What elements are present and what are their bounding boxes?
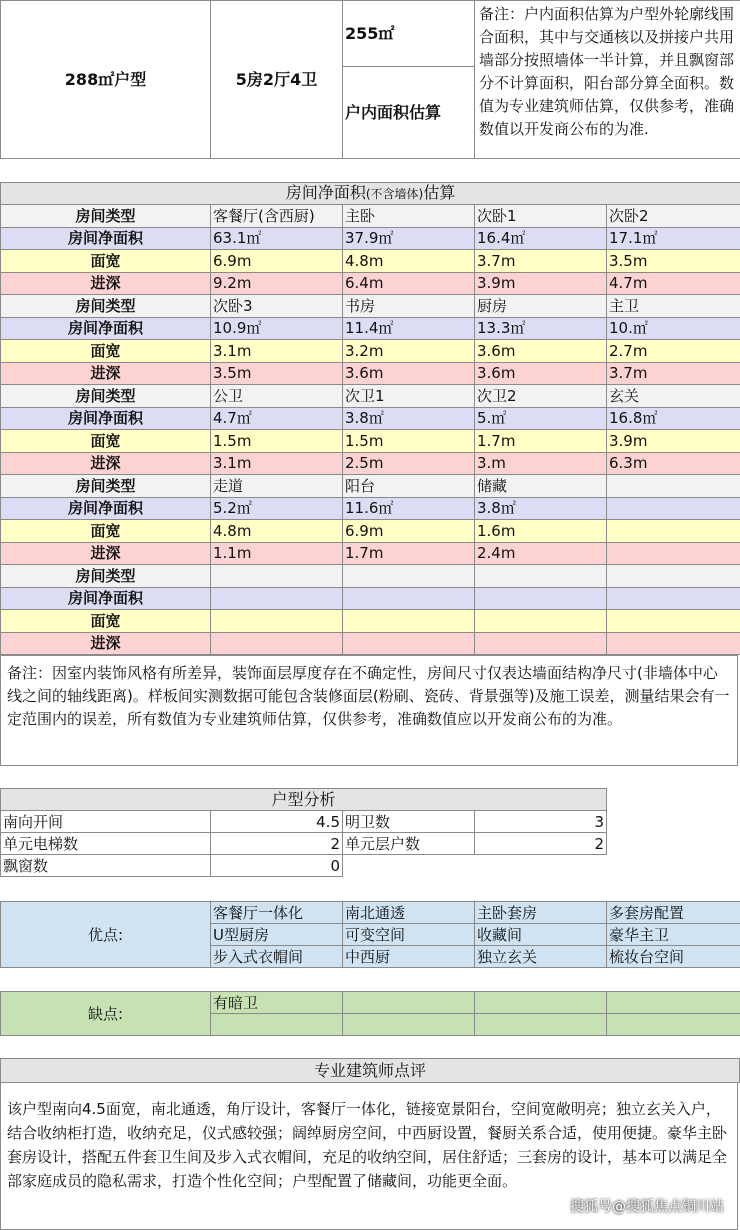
- room-cell-types: 书房: [343, 295, 475, 318]
- room-cell-areas: [343, 587, 475, 610]
- advantages-tag: 豪华主卫: [607, 924, 740, 946]
- row-label: 房间类型: [1, 565, 211, 588]
- room-cell-areas: 4.7㎡: [211, 407, 343, 430]
- advantages-tag: 南北通透: [343, 902, 475, 924]
- room-cell-areas: 17.1㎡: [607, 227, 740, 250]
- units-per-floor-value: 2: [475, 833, 607, 855]
- room-row-widths: [1, 520, 740, 543]
- room-cell-depths: 6.4m: [343, 272, 475, 295]
- south-bays-label: 南向开间: [1, 811, 211, 833]
- room-table-note: 备注：因室内装饰风格有所差异，装饰面层厚度存在不确定性，房间尺寸仅表达墙面结构净尺寸(非墙体中心线之间的轴线距离)。样板间实测数据可能包含装修面层(粉刷、瓷砖、背景强等)及施工误差，测量结果会有一定范围内的误差，所有数值为专业建筑师估算，仅供参考，准确数值应以开发商公布的为准。: [0, 655, 738, 766]
- room-cell-depths: 3.7m: [607, 362, 740, 385]
- elevator-value: 2: [211, 833, 343, 855]
- elevator-label: 单元电梯数: [1, 833, 211, 855]
- room-cell-types: [211, 565, 343, 588]
- room-cell-areas: 11.4㎡: [343, 317, 475, 340]
- room-row-types: [1, 475, 740, 498]
- units-per-floor-label: 单元层户数: [343, 833, 475, 855]
- room-cell-types: [607, 475, 740, 498]
- room-row-widths: [1, 610, 740, 633]
- room-cell-types: 次卫2: [475, 385, 607, 408]
- row-label: 房间净面积: [1, 497, 211, 520]
- room-cell-depths: 2.4m: [475, 542, 607, 565]
- row-label: 房间净面积: [1, 407, 211, 430]
- row-label: 面宽: [1, 430, 211, 453]
- analysis-title: 户型分析: [1, 789, 607, 811]
- disadvantages-tag: [343, 1014, 475, 1036]
- room-row-types: [1, 565, 740, 588]
- row-label: 房间类型: [1, 475, 211, 498]
- room-row-types: [1, 295, 740, 318]
- area-note: 备注：户内面积估算为户型外轮廓线围合面积，其中与交通核以及拼接户共用墙部分按照墙体一半计算，并且飘窗部分不计算面积，阳台部分算全面积。数值为专业建筑师估算，仅供参考，准确数值以开发商公布的为准.: [475, 1, 740, 159]
- room-row-widths: [1, 340, 740, 363]
- disadvantages-table: [0, 991, 740, 1036]
- advantages-tag: 主卧套房: [475, 902, 607, 924]
- row-label: 房间净面积: [1, 317, 211, 340]
- room-cell-areas: 10.㎡: [607, 317, 740, 340]
- room-row-depths: [1, 542, 740, 565]
- room-cell-areas: 11.6㎡: [343, 497, 475, 520]
- room-cell-widths: 3.6m: [475, 340, 607, 363]
- room-row-depths: [1, 272, 740, 295]
- room-cell-areas: 3.8㎡: [475, 497, 607, 520]
- advantages-tag: 可变空间: [343, 924, 475, 946]
- advantages-tag: 多套房配置: [607, 902, 740, 924]
- row-label: 房间类型: [1, 295, 211, 318]
- room-cell-areas: 13.3㎡: [475, 317, 607, 340]
- row-label: 面宽: [1, 610, 211, 633]
- advantages-tag: 中西厨: [343, 946, 475, 968]
- room-cell-widths: 3.1m: [211, 340, 343, 363]
- bright-bath-label: 明卫数: [343, 811, 475, 833]
- room-cell-areas: 16.8㎡: [607, 407, 740, 430]
- area-value: 255㎡: [343, 1, 475, 67]
- room-cell-types: [343, 565, 475, 588]
- room-row-areas: [1, 317, 740, 340]
- room-cell-types: 次卫1: [343, 385, 475, 408]
- room-cell-widths: 4.8m: [343, 250, 475, 273]
- room-cell-depths: 3.1m: [211, 452, 343, 475]
- bright-bath-value: 3: [475, 811, 607, 833]
- room-cell-depths: [343, 632, 475, 655]
- room-cell-types: 主卧: [343, 205, 475, 228]
- room-cell-types: [475, 565, 607, 588]
- room-cell-depths: 1.7m: [343, 542, 475, 565]
- room-cell-types: 厨房: [475, 295, 607, 318]
- disadvantages-tag: [607, 1014, 740, 1036]
- room-row-widths: [1, 430, 740, 453]
- room-cell-widths: [211, 610, 343, 633]
- review-text: 该户型南向4.5面宽，南北通透，角厅设计，客餐厅一体化，链接宽景阳台，空间宽敞明亮；独立玄关入户，结合收纳柜打造，收纳充足，仪式感较强；阔绰厨房空间，中西厨设置，餐厨关系合适，使用便捷。豪华主卧套房设计，搭配五件套卫生间及步入式衣帽间，充足的收纳空间，居住舒适；三套房的设计，基本可以满足全部家庭成员的隐私需求，打造个性化空间；户型配置了储藏间，功能更全面。: [0, 1082, 738, 1230]
- disadvantages-tag: [211, 1014, 343, 1036]
- room-cell-types: 走道: [211, 475, 343, 498]
- disadvantages-tag: [607, 992, 740, 1014]
- room-cell-areas: 10.9㎡: [211, 317, 343, 340]
- room-cell-widths: 3.2m: [343, 340, 475, 363]
- bay-window-value: 0: [211, 855, 343, 877]
- room-cell-depths: 3.m: [475, 452, 607, 475]
- room-cell-areas: [211, 587, 343, 610]
- disadvantages-tag: [343, 992, 475, 1014]
- room-row-depths: [1, 362, 740, 385]
- room-cell-areas: 5.㎡: [475, 407, 607, 430]
- room-cell-depths: 3.6m: [343, 362, 475, 385]
- room-cell-widths: 3.5m: [607, 250, 740, 273]
- room-cell-depths: [475, 632, 607, 655]
- room-cell-widths: [607, 610, 740, 633]
- room-cell-types: 公卫: [211, 385, 343, 408]
- room-row-areas: [1, 407, 740, 430]
- row-label: 房间净面积: [1, 587, 211, 610]
- room-cell-widths: 6.9m: [211, 250, 343, 273]
- room-cell-areas: [475, 587, 607, 610]
- room-cell-depths: [607, 632, 740, 655]
- advantages-tag: 步入式衣帽间: [211, 946, 343, 968]
- room-cell-depths: 3.5m: [211, 362, 343, 385]
- room-cell-widths: [475, 610, 607, 633]
- room-row-widths: [1, 250, 740, 273]
- room-cell-widths: 3.7m: [475, 250, 607, 273]
- row-label: 面宽: [1, 520, 211, 543]
- room-cell-areas: 3.8㎡: [343, 407, 475, 430]
- room-cell-areas: 63.1㎡: [211, 227, 343, 250]
- row-label: 进深: [1, 272, 211, 295]
- title-small: (不含墙体): [365, 187, 424, 201]
- row-label: 房间类型: [1, 385, 211, 408]
- room-cell-areas: [607, 497, 740, 520]
- review-title: 专业建筑师点评: [1, 1059, 740, 1083]
- room-cell-depths: 1.1m: [211, 542, 343, 565]
- room-cell-depths: 4.7m: [607, 272, 740, 295]
- room-cell-widths: [607, 520, 740, 543]
- advantages-tag: 客餐厅一体化: [211, 902, 343, 924]
- room-cell-areas: 5.2㎡: [211, 497, 343, 520]
- room-cell-depths: 3.9m: [475, 272, 607, 295]
- advantages-table: [0, 901, 740, 968]
- room-row-depths: [1, 452, 740, 475]
- room-cell-types: [607, 565, 740, 588]
- room-cell-widths: 1.5m: [211, 430, 343, 453]
- bay-window-label: 飘窗数: [1, 855, 211, 877]
- room-cell-types: 阳台: [343, 475, 475, 498]
- room-cell-depths: 3.6m: [475, 362, 607, 385]
- room-cell-widths: 2.7m: [607, 340, 740, 363]
- row-label: 进深: [1, 542, 211, 565]
- room-row-types: [1, 205, 740, 228]
- row-label: 面宽: [1, 340, 211, 363]
- review-table: [0, 1058, 740, 1083]
- row-label: 进深: [1, 632, 211, 655]
- room-cell-depths: 9.2m: [211, 272, 343, 295]
- advantages-label: 优点:: [1, 902, 211, 968]
- room-cell-widths: 6.9m: [343, 520, 475, 543]
- room-row-types: [1, 385, 740, 408]
- advantages-tag: U型厨房: [211, 924, 343, 946]
- room-cell-depths: [211, 632, 343, 655]
- room-cell-widths: [343, 610, 475, 633]
- row-label: 进深: [1, 362, 211, 385]
- advantages-tag: 收藏间: [475, 924, 607, 946]
- title-main: 房间净面积: [285, 183, 366, 202]
- room-cell-depths: 2.5m: [343, 452, 475, 475]
- disadvantages-label: 缺点:: [1, 992, 211, 1036]
- room-cell-widths: 1.6m: [475, 520, 607, 543]
- room-row-depths: [1, 632, 740, 655]
- advantages-tag: 独立玄关: [475, 946, 607, 968]
- room-table-title: [1, 183, 740, 205]
- disadvantages-tag: [475, 1014, 607, 1036]
- room-cell-types: 次卧2: [607, 205, 740, 228]
- room-cell-types: 次卧3: [211, 295, 343, 318]
- room-cell-depths: 6.3m: [607, 452, 740, 475]
- room-cell-areas: 16.4㎡: [475, 227, 607, 250]
- room-row-areas: [1, 227, 740, 250]
- advantages-tag: 梳妆台空间: [607, 946, 740, 968]
- row-label: 进深: [1, 452, 211, 475]
- room-cell-areas: [607, 587, 740, 610]
- room-cell-types: 储藏: [475, 475, 607, 498]
- room-cell-widths: 1.7m: [475, 430, 607, 453]
- analysis-table: [0, 788, 607, 877]
- room-cell-areas: 37.9㎡: [343, 227, 475, 250]
- room-cell-widths: 3.9m: [607, 430, 740, 453]
- row-label: 房间净面积: [1, 227, 211, 250]
- room-cell-widths: 4.8m: [211, 520, 343, 543]
- unit-type: 288㎡户型: [1, 1, 211, 159]
- room-cell-types: 主卫: [607, 295, 740, 318]
- room-row-areas: [1, 497, 740, 520]
- row-label: 面宽: [1, 250, 211, 273]
- title-tail: 估算: [423, 183, 456, 202]
- room-cell-widths: 1.5m: [343, 430, 475, 453]
- area-label: 户内面积估算: [343, 67, 475, 159]
- room-row-areas: [1, 587, 740, 610]
- row-label: 房间类型: [1, 205, 211, 228]
- room-layout: 5房2厅4卫: [211, 1, 343, 159]
- watermark: 搜狐号@搜狐焦点铜川站: [570, 1199, 724, 1215]
- disadvantages-tag: 有暗卫: [211, 992, 343, 1014]
- room-table: [0, 182, 740, 655]
- room-cell-depths: [607, 542, 740, 565]
- room-cell-types: 客餐厅(含西厨): [211, 205, 343, 228]
- room-cell-types: 玄关: [607, 385, 740, 408]
- south-bays-value: 4.5: [211, 811, 343, 833]
- summary-table: [0, 0, 740, 159]
- disadvantages-tag: [475, 992, 607, 1014]
- room-cell-types: 次卧1: [475, 205, 607, 228]
